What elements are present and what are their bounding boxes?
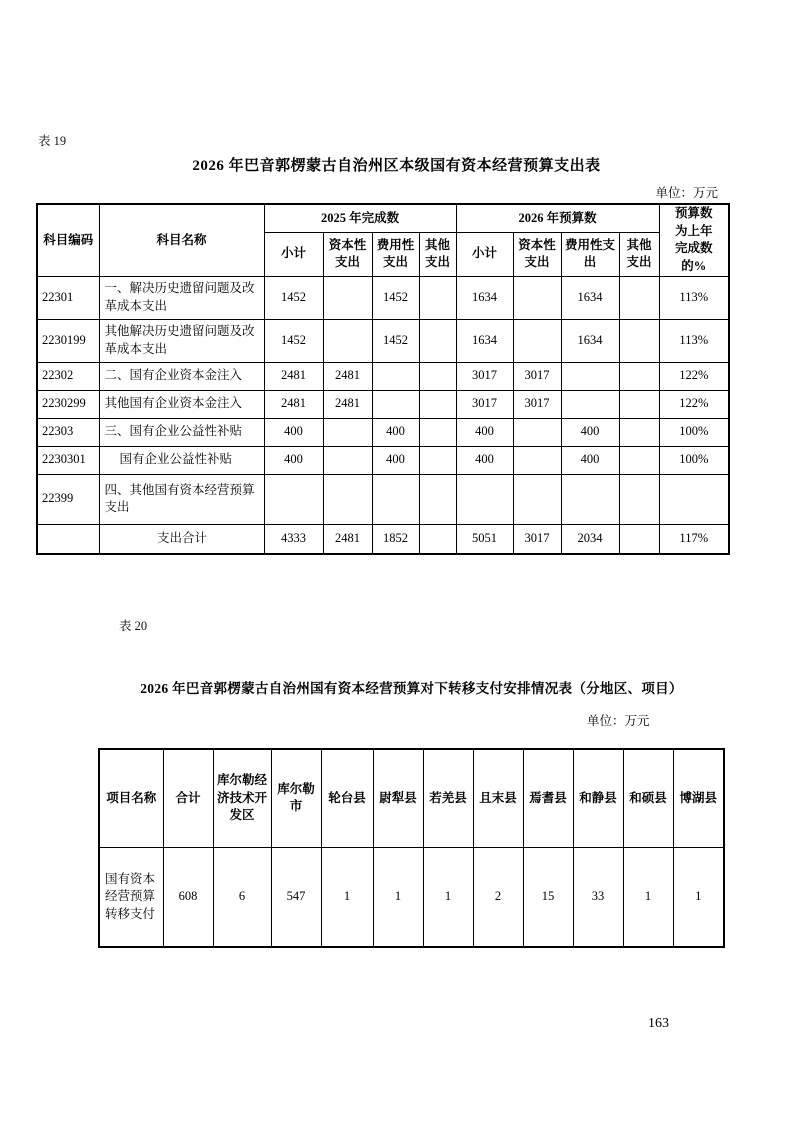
table-row [37, 276, 729, 319]
column-header: 若羌县 [423, 749, 473, 847]
table-cell: 547 [271, 847, 321, 947]
column-header: 轮台县 [321, 749, 373, 847]
table-cell: 1852 [372, 524, 419, 554]
column-subheader: 其他支出 [619, 232, 659, 276]
table-cell: 400 [561, 446, 619, 474]
table-cell [513, 446, 561, 474]
column-header: 焉耆县 [523, 749, 573, 847]
table-cell: 二、国有企业资本金注入 [99, 362, 264, 390]
table-cell: 1452 [264, 319, 323, 362]
table-cell [619, 362, 659, 390]
table-cell [419, 446, 456, 474]
table-cell: 113% [659, 319, 729, 362]
table-cell: 1452 [372, 319, 419, 362]
table-row [37, 319, 729, 362]
table-cell: 3017 [456, 362, 513, 390]
table-cell: 400 [372, 418, 419, 446]
table-cell [419, 418, 456, 446]
table-cell: 3017 [456, 390, 513, 418]
column-header: 库尔勒经济技术开发区 [213, 749, 271, 847]
table-cell: 1452 [264, 276, 323, 319]
column-header-name: 科目名称 [99, 204, 264, 276]
table-cell: 4333 [264, 524, 323, 554]
column-subheader: 资本性支出 [323, 232, 372, 276]
table-cell: 1634 [456, 319, 513, 362]
table-cell: 3017 [513, 390, 561, 418]
table-cell: 400 [264, 446, 323, 474]
table-cell: 2481 [323, 362, 372, 390]
table-cell: 3017 [513, 524, 561, 554]
table19 [36, 203, 730, 555]
table-row [37, 362, 729, 390]
table-cell: 22399 [37, 474, 99, 524]
table-cell: 3017 [513, 362, 561, 390]
column-group-2026: 2026 年预算数 [456, 204, 659, 232]
table-cell: 1634 [456, 276, 513, 319]
column-header: 尉犁县 [373, 749, 423, 847]
table-cell: 一、解决历史遗留问题及改革成本支出 [99, 276, 264, 319]
table-cell: 33 [573, 847, 623, 947]
column-subheader: 费用性支出 [372, 232, 419, 276]
table20-header-row [99, 749, 724, 847]
table-row [37, 446, 729, 474]
table-cell [619, 418, 659, 446]
table-cell: 三、国有企业公益性补贴 [99, 418, 264, 446]
table-cell [456, 474, 513, 524]
table20-title: 2026 年巴音郭楞蒙古自治州国有资本经营预算对下转移支付安排情况表（分地区、项目） [140, 681, 683, 696]
table19-header-group-row [37, 204, 729, 232]
table-cell: 400 [456, 446, 513, 474]
table-cell: 5051 [456, 524, 513, 554]
column-subheader: 其他支出 [419, 232, 456, 276]
table20 [98, 748, 725, 948]
table-cell: 2 [473, 847, 523, 947]
table-cell: 400 [372, 446, 419, 474]
column-subheader: 资本性支出 [513, 232, 561, 276]
table-cell: 四、其他国有资本经营预算支出 [99, 474, 264, 524]
table-cell [323, 418, 372, 446]
table-cell [619, 524, 659, 554]
table-cell [619, 446, 659, 474]
table-cell [513, 418, 561, 446]
table-cell: 1 [373, 847, 423, 947]
column-header: 和硕县 [623, 749, 673, 847]
table-cell: 2481 [323, 390, 372, 418]
table-cell: 其他国有企业资本金注入 [99, 390, 264, 418]
table-cell [419, 362, 456, 390]
table-cell [619, 390, 659, 418]
table-cell: 1 [423, 847, 473, 947]
table-cell [659, 474, 729, 524]
table-cell [619, 474, 659, 524]
column-subheader: 小计 [456, 232, 513, 276]
table-cell [513, 474, 561, 524]
table-cell [264, 474, 323, 524]
table-cell [323, 474, 372, 524]
table-cell: 其他解决历史遗留问题及改革成本支出 [99, 319, 264, 362]
table-cell [37, 524, 99, 554]
column-header-ratio: 预算数为上年完成数的% [659, 204, 729, 276]
column-header-code: 科目编码 [37, 204, 99, 276]
table-cell: 100% [659, 418, 729, 446]
table-cell: 支出合计 [99, 524, 264, 554]
table-cell [419, 319, 456, 362]
table-cell: 2481 [264, 362, 323, 390]
table-cell [372, 390, 419, 418]
table-cell: 6 [213, 847, 271, 947]
column-header: 项目名称 [99, 749, 163, 847]
table-cell: 400 [561, 418, 619, 446]
table19-title: 2026 年巴音郭楞蒙古自治州区本级国有资本经营预算支出表 [192, 158, 601, 174]
table-cell: 22303 [37, 418, 99, 446]
column-header: 合计 [163, 749, 213, 847]
table-cell [419, 524, 456, 554]
table-cell [561, 390, 619, 418]
table-row [37, 474, 729, 524]
table20-label: 表 20 [119, 619, 148, 633]
table-cell: 1634 [561, 276, 619, 319]
table-cell: 1634 [561, 319, 619, 362]
table-cell: 117% [659, 524, 729, 554]
table-cell [372, 362, 419, 390]
table-cell [619, 319, 659, 362]
table-cell: 1 [623, 847, 673, 947]
table-row [37, 390, 729, 418]
table-cell: 400 [264, 418, 323, 446]
column-header: 库尔勒市 [271, 749, 321, 847]
table-cell: 2481 [264, 390, 323, 418]
column-subheader: 小计 [264, 232, 323, 276]
table-cell: 1 [321, 847, 373, 947]
table-cell: 2230199 [37, 319, 99, 362]
table19-unit: 单位：万元 [655, 186, 718, 200]
table-row [37, 418, 729, 446]
table-cell: 国有资本经营预算转移支付 [99, 847, 163, 947]
column-group-2025: 2025 年完成数 [264, 204, 456, 232]
table-cell: 122% [659, 362, 729, 390]
table-row [99, 847, 724, 947]
table-cell: 122% [659, 390, 729, 418]
table-cell: 1452 [372, 276, 419, 319]
table-cell [419, 474, 456, 524]
column-header: 且末县 [473, 749, 523, 847]
table-cell [323, 446, 372, 474]
table-cell [513, 276, 561, 319]
table-cell: 国有企业公益性补贴 [99, 446, 264, 474]
table-cell [323, 319, 372, 362]
table-cell [561, 474, 619, 524]
table-cell: 15 [523, 847, 573, 947]
table-cell: 2481 [323, 524, 372, 554]
table-cell: 2034 [561, 524, 619, 554]
table-cell [419, 276, 456, 319]
table-cell [513, 319, 561, 362]
table-row-total [37, 524, 729, 554]
table19-label: 表 19 [38, 134, 67, 148]
table-cell: 113% [659, 276, 729, 319]
table-cell: 100% [659, 446, 729, 474]
table-cell: 2230301 [37, 446, 99, 474]
table-cell [419, 390, 456, 418]
table-cell: 22301 [37, 276, 99, 319]
column-header: 博湖县 [673, 749, 724, 847]
table-cell [561, 362, 619, 390]
table-cell: 400 [456, 418, 513, 446]
column-header: 和静县 [573, 749, 623, 847]
table-cell [619, 276, 659, 319]
page-number: 163 [648, 1016, 669, 1031]
table-cell: 1 [673, 847, 724, 947]
table-cell [372, 474, 419, 524]
table-cell [323, 276, 372, 319]
table-cell: 22302 [37, 362, 99, 390]
table-cell: 2230299 [37, 390, 99, 418]
column-subheader: 费用性支出 [561, 232, 619, 276]
table20-unit: 单位：万元 [587, 714, 650, 728]
table-cell: 608 [163, 847, 213, 947]
